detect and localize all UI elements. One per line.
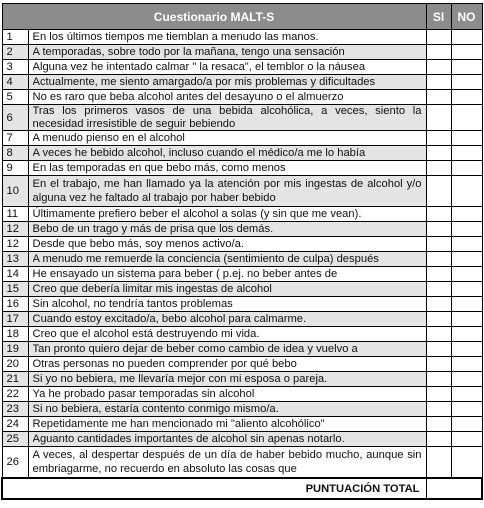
- question-text: Repetidamente me han mencionado mi "aliento alcohólico": [32, 418, 325, 430]
- question-row: [2, 75, 482, 90]
- question-row: [2, 45, 482, 60]
- answer-si-cell[interactable]: [426, 312, 451, 327]
- question-text: Tras los primeros vasos de una bebida alcohólica, a veces, siento la necesidad irresistible de seguir bebiendo: [32, 105, 422, 130]
- answer-si-cell[interactable]: [426, 402, 451, 417]
- question-text: A menudo me remuerde la conciencia (sentimiento de culpa) después: [32, 253, 379, 265]
- answer-no-cell[interactable]: [451, 282, 482, 297]
- question-text-cell: [28, 297, 426, 312]
- question-row: [2, 207, 482, 222]
- answer-si-cell[interactable]: [426, 105, 451, 131]
- question-text: Sin alcohol, no tendría tantos problemas: [32, 298, 233, 310]
- question-row: [2, 267, 482, 282]
- answer-no-cell[interactable]: [451, 176, 482, 207]
- answer-no-cell[interactable]: [451, 402, 482, 417]
- question-number: 23: [2, 402, 28, 417]
- question-text: Cuando estoy excitado/a, bebo alcohol para calmarme.: [32, 313, 307, 325]
- question-number: 12: [2, 237, 28, 252]
- malt-s-table: [1, 3, 483, 500]
- question-text-cell: [28, 45, 426, 60]
- answer-si-cell[interactable]: [426, 282, 451, 297]
- answer-no-cell[interactable]: [451, 75, 482, 90]
- question-text-cell: [28, 90, 426, 105]
- question-number: 5: [2, 90, 28, 105]
- question-text-cell: [28, 342, 426, 357]
- answer-no-cell[interactable]: [451, 146, 482, 161]
- question-text: Ya he probado pasar temporadas sin alcohol: [32, 388, 255, 400]
- answer-no-cell[interactable]: [451, 207, 482, 222]
- question-text: Bebo de un trago y más de prisa que los demás.: [32, 223, 274, 235]
- answer-si-cell[interactable]: [426, 161, 451, 176]
- answer-si-cell[interactable]: [426, 417, 451, 432]
- question-number: 24: [2, 417, 28, 432]
- total-score-label: PUNTUACIÓN TOTAL: [2, 478, 426, 499]
- answer-si-cell[interactable]: [426, 237, 451, 252]
- question-text-cell: [28, 30, 426, 45]
- question-text: Alguna vez he intentado calmar " la resaca", el temblor o la náusea: [32, 61, 366, 73]
- question-text: No es raro que beba alcohol antes del desayuno o el almuerzo: [32, 91, 344, 103]
- question-text-cell: [28, 252, 426, 267]
- question-row: [2, 176, 482, 207]
- question-number: 10: [2, 176, 28, 207]
- question-row: [2, 131, 482, 146]
- answer-si-cell[interactable]: [426, 75, 451, 90]
- question-text-cell: [28, 146, 426, 161]
- question-row: [2, 60, 482, 75]
- answer-no-cell[interactable]: [451, 60, 482, 75]
- question-text-cell: [28, 402, 426, 417]
- answer-no-cell[interactable]: [451, 30, 482, 45]
- answer-si-cell[interactable]: [426, 267, 451, 282]
- total-score-row: [2, 478, 482, 499]
- question-number: 12: [2, 222, 28, 237]
- answer-no-cell[interactable]: [451, 327, 482, 342]
- answer-si-cell[interactable]: [426, 222, 451, 237]
- question-row: [2, 447, 482, 479]
- question-text: En los últimos tiempos me tiemblan a menudo las manos.: [32, 31, 319, 43]
- answer-si-cell[interactable]: [426, 30, 451, 45]
- question-text-cell: [28, 387, 426, 402]
- answer-no-cell[interactable]: [451, 267, 482, 282]
- question-number: 9: [2, 161, 28, 176]
- question-number: 6: [2, 105, 28, 131]
- question-number: 25: [2, 432, 28, 447]
- question-text: Si no bebiera, estaría contento conmigo mismo/a.: [32, 403, 279, 415]
- question-text: A veces, al despertar después de un día de haber bebido mucho, aunque sin embriagarme, no recuerdo en absoluto las cosas que: [32, 449, 422, 475]
- question-text: A veces he bebido alcohol, incluso cuando el médico/a me lo había: [32, 147, 366, 159]
- question-text-cell: [28, 417, 426, 432]
- question-row: [2, 297, 482, 312]
- answer-no-cell[interactable]: [451, 237, 482, 252]
- answer-si-cell[interactable]: [426, 327, 451, 342]
- answer-si-cell[interactable]: [426, 146, 451, 161]
- question-row: [2, 252, 482, 267]
- answer-no-cell[interactable]: [451, 432, 482, 447]
- question-text-cell: [28, 237, 426, 252]
- question-text-cell: [28, 432, 426, 447]
- question-text: Creo que debería limitar mis ingestas de alcohol: [32, 283, 272, 295]
- answer-si-cell[interactable]: [426, 342, 451, 357]
- question-number: 13: [2, 252, 28, 267]
- question-number: 21: [2, 372, 28, 387]
- question-text: En el trabajo, me han llamado ya la atención por mis ingestas de alcohol y/o alguna vez he faltado al trabajo por haber bebido: [32, 178, 422, 204]
- question-text-cell: [28, 312, 426, 327]
- question-row: [2, 402, 482, 417]
- question-number: 20: [2, 357, 28, 372]
- column-header-si: SI: [426, 4, 451, 30]
- answer-si-cell[interactable]: [426, 252, 451, 267]
- question-number: 17: [2, 312, 28, 327]
- question-text: Aguanto cantidades importantes de alcohol sin apenas notarlo.: [32, 433, 345, 445]
- question-row: [2, 312, 482, 327]
- answer-no-cell[interactable]: [451, 447, 482, 479]
- answer-no-cell[interactable]: [451, 45, 482, 60]
- question-text: Creo que el alcohol está destruyendo mi vida.: [32, 328, 260, 340]
- question-row: [2, 357, 482, 372]
- question-number: 14: [2, 267, 28, 282]
- question-row: [2, 417, 482, 432]
- answer-si-cell[interactable]: [426, 357, 451, 372]
- question-text-cell: [28, 357, 426, 372]
- question-row: [2, 146, 482, 161]
- question-text-cell: [28, 105, 426, 131]
- answer-no-cell[interactable]: [451, 161, 482, 176]
- answer-si-cell[interactable]: [426, 432, 451, 447]
- answer-si-cell[interactable]: [426, 176, 451, 207]
- question-number: 11: [2, 207, 28, 222]
- question-text: Actualmente, me siento amargado/a por mis problemas y dificultades: [32, 76, 376, 88]
- answer-no-cell[interactable]: [451, 387, 482, 402]
- question-row: [2, 372, 482, 387]
- question-row: [2, 30, 482, 45]
- question-number: 7: [2, 131, 28, 146]
- question-number: 19: [2, 342, 28, 357]
- answer-si-cell[interactable]: [426, 60, 451, 75]
- answer-no-cell[interactable]: [451, 342, 482, 357]
- question-row: [2, 105, 482, 131]
- question-number: 2: [2, 45, 28, 60]
- question-text-cell: [28, 161, 426, 176]
- column-header-no: NO: [451, 4, 482, 30]
- question-text: En las temporadas en que bebo más, como menos: [32, 162, 286, 174]
- question-text-cell: [28, 327, 426, 342]
- question-row: [2, 282, 482, 297]
- answer-si-cell[interactable]: [426, 387, 451, 402]
- question-text: Tan pronto quiero dejar de beber como cambio de idea y vuelvo a: [32, 343, 358, 355]
- answer-si-cell[interactable]: [426, 131, 451, 146]
- question-number: 15: [2, 282, 28, 297]
- question-row: [2, 90, 482, 105]
- question-text-cell: [28, 60, 426, 75]
- question-text: Otras personas no pueden comprender por qué bebo: [32, 358, 297, 370]
- question-text-cell: [28, 75, 426, 90]
- answer-no-cell[interactable]: [451, 372, 482, 387]
- question-row: [2, 222, 482, 237]
- question-text: Si yo no bebiera, me llevaría mejor con mi esposa o pareja.: [32, 373, 328, 385]
- question-row: [2, 432, 482, 447]
- question-text-cell: [28, 131, 426, 146]
- question-text: He ensayado un sistema para beber ( p.ej. no beber antes de: [32, 268, 338, 280]
- answer-si-cell[interactable]: [426, 207, 451, 222]
- question-row: [2, 342, 482, 357]
- question-text-cell: [28, 267, 426, 282]
- question-text: Desde que bebo más, soy menos activo/a.: [32, 238, 244, 250]
- question-text-cell: [28, 282, 426, 297]
- question-row: [2, 161, 482, 176]
- answer-no-cell[interactable]: [451, 131, 482, 146]
- question-text-cell: [28, 176, 426, 207]
- answer-si-cell[interactable]: [426, 372, 451, 387]
- question-text-cell: [28, 222, 426, 237]
- answer-no-cell[interactable]: [451, 90, 482, 105]
- answer-no-cell[interactable]: [451, 105, 482, 131]
- question-number: 26: [2, 447, 28, 479]
- question-number: 8: [2, 146, 28, 161]
- answer-si-cell[interactable]: [426, 447, 451, 479]
- question-number: 16: [2, 297, 28, 312]
- answer-no-cell[interactable]: [451, 297, 482, 312]
- total-score-field[interactable]: [426, 478, 482, 499]
- answer-no-cell[interactable]: [451, 312, 482, 327]
- question-row: [2, 387, 482, 402]
- question-text-cell: [28, 372, 426, 387]
- answer-si-cell[interactable]: [426, 90, 451, 105]
- answer-si-cell[interactable]: [426, 297, 451, 312]
- question-text-cell: [28, 207, 426, 222]
- question-text: A temporadas, sobre todo por la mañana, tengo una sensación: [32, 46, 345, 58]
- question-row: [2, 327, 482, 342]
- answer-no-cell[interactable]: [451, 252, 482, 267]
- answer-no-cell[interactable]: [451, 357, 482, 372]
- question-text-cell: [28, 447, 426, 479]
- answer-no-cell[interactable]: [451, 417, 482, 432]
- table-title: Cuestionario MALT-S: [2, 4, 426, 30]
- question-number: 4: [2, 75, 28, 90]
- answer-no-cell[interactable]: [451, 222, 482, 237]
- question-text: Últimamente prefiero beber el alcohol a solas (y sin que me vean).: [32, 208, 362, 220]
- question-number: 1: [2, 30, 28, 45]
- question-text: A menudo pienso en el alcohol: [32, 132, 185, 144]
- header-row: [2, 4, 482, 30]
- answer-si-cell[interactable]: [426, 45, 451, 60]
- question-number: 3: [2, 60, 28, 75]
- question-row: [2, 237, 482, 252]
- question-number: 22: [2, 387, 28, 402]
- question-number: 18: [2, 327, 28, 342]
